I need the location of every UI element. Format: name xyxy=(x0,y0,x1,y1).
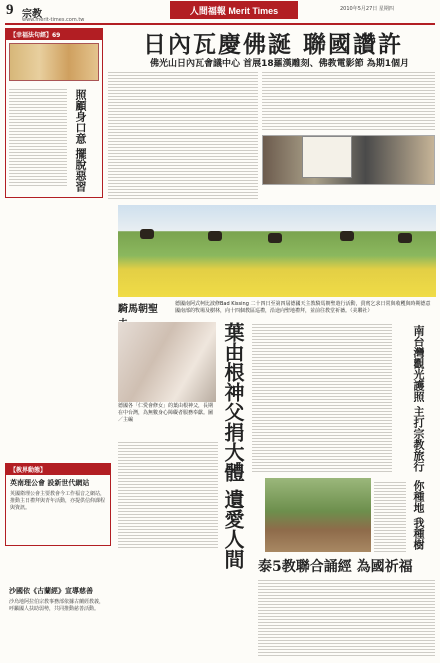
header-divider xyxy=(5,23,435,25)
site-url[interactable]: www.merit-times.com.tw xyxy=(22,17,85,23)
dhammapada-box-title: 【幸福法句經】69 xyxy=(6,29,102,40)
interfaith-headline: 泰5教聯合誦經 為國祈福 xyxy=(258,559,413,575)
tourism-headline: 南台灣觀光護照 主打宗教旅行 xyxy=(412,325,425,472)
religion-news-title: 【教界動態】 xyxy=(6,464,110,475)
horse-rider xyxy=(398,233,412,243)
horse-rider xyxy=(140,229,154,239)
news-item-text: 英國衛理公會主要教會今工作福音之網站，推動主日禮拜與青年活動，亦提供信仰課程與資訊。 xyxy=(10,491,106,511)
donor-headline: 葉由根神父捐大體 遺愛人間 xyxy=(221,322,245,569)
issue-date: 2010年5月27日 星期四 xyxy=(340,6,394,12)
interfaith-story-text xyxy=(258,578,435,658)
garden-text xyxy=(374,480,406,554)
priest-child-photo xyxy=(118,322,216,402)
religion-news-box-2 xyxy=(5,583,111,658)
news-item-headline: 英南理公會 設新世代網站 xyxy=(10,479,90,487)
horse-rider xyxy=(268,233,282,243)
main-headline: 日內瓦慶佛誕 聯國讚許 xyxy=(142,31,403,58)
horse-rider xyxy=(208,231,222,241)
donor-story-text xyxy=(118,440,218,550)
tourism-story-text xyxy=(252,322,392,472)
garden-photo xyxy=(265,478,371,552)
buddha-illustration xyxy=(9,43,99,81)
main-subheadline: 佛光山日內瓦會議中心 首展18羅漢雕刻、佛教電影節 為期1個月 xyxy=(150,59,410,69)
pilgrimage-caption-title: 騎馬朝聖 xyxy=(118,304,158,315)
body-text xyxy=(9,87,67,187)
pilgrimage-caption: 德國南阿式柯比波修Bad Kissing 二十四日至第四屆德國天主教騎馬朝聖遊行活動，貴賓乞求日常與收穫與時期德意國南部的牧場及樹林，向十四個教區巡禮，沿途向聖地禮拜，並前往教堂祈禱。（美聯社） xyxy=(175,301,431,314)
section-label: 宗教 xyxy=(22,9,42,20)
news-item-text: 沙烏地阿拉伯宗教事務部依據古蘭經教義，呼籲國人扶助弱勢，共同推動慈善活動。 xyxy=(9,599,105,612)
news-item-headline: 沙國依《古蘭經》宣導慈善 xyxy=(9,587,93,595)
pilgrimage-photo xyxy=(118,205,436,297)
page-number: 9 xyxy=(6,2,14,18)
column-title: 照顧身口意 擺脫惡習 xyxy=(74,89,87,192)
main-story-text-2 xyxy=(262,70,435,132)
main-story-text xyxy=(108,70,258,200)
masthead-logo: 人間福報 Merit Times xyxy=(170,1,298,19)
horse-rider xyxy=(340,231,354,241)
garden-headline: 你種地 我種樹 xyxy=(412,480,425,550)
photo-caption-box xyxy=(302,136,352,178)
dhammapada-box xyxy=(5,28,103,198)
religion-news-box xyxy=(5,463,111,546)
priest-photo-caption: 德國各「仁愛會修女」的葉由根神父，長期在中台灣，為無數身心障礙者服務奉獻。圖／主編 xyxy=(118,403,214,423)
